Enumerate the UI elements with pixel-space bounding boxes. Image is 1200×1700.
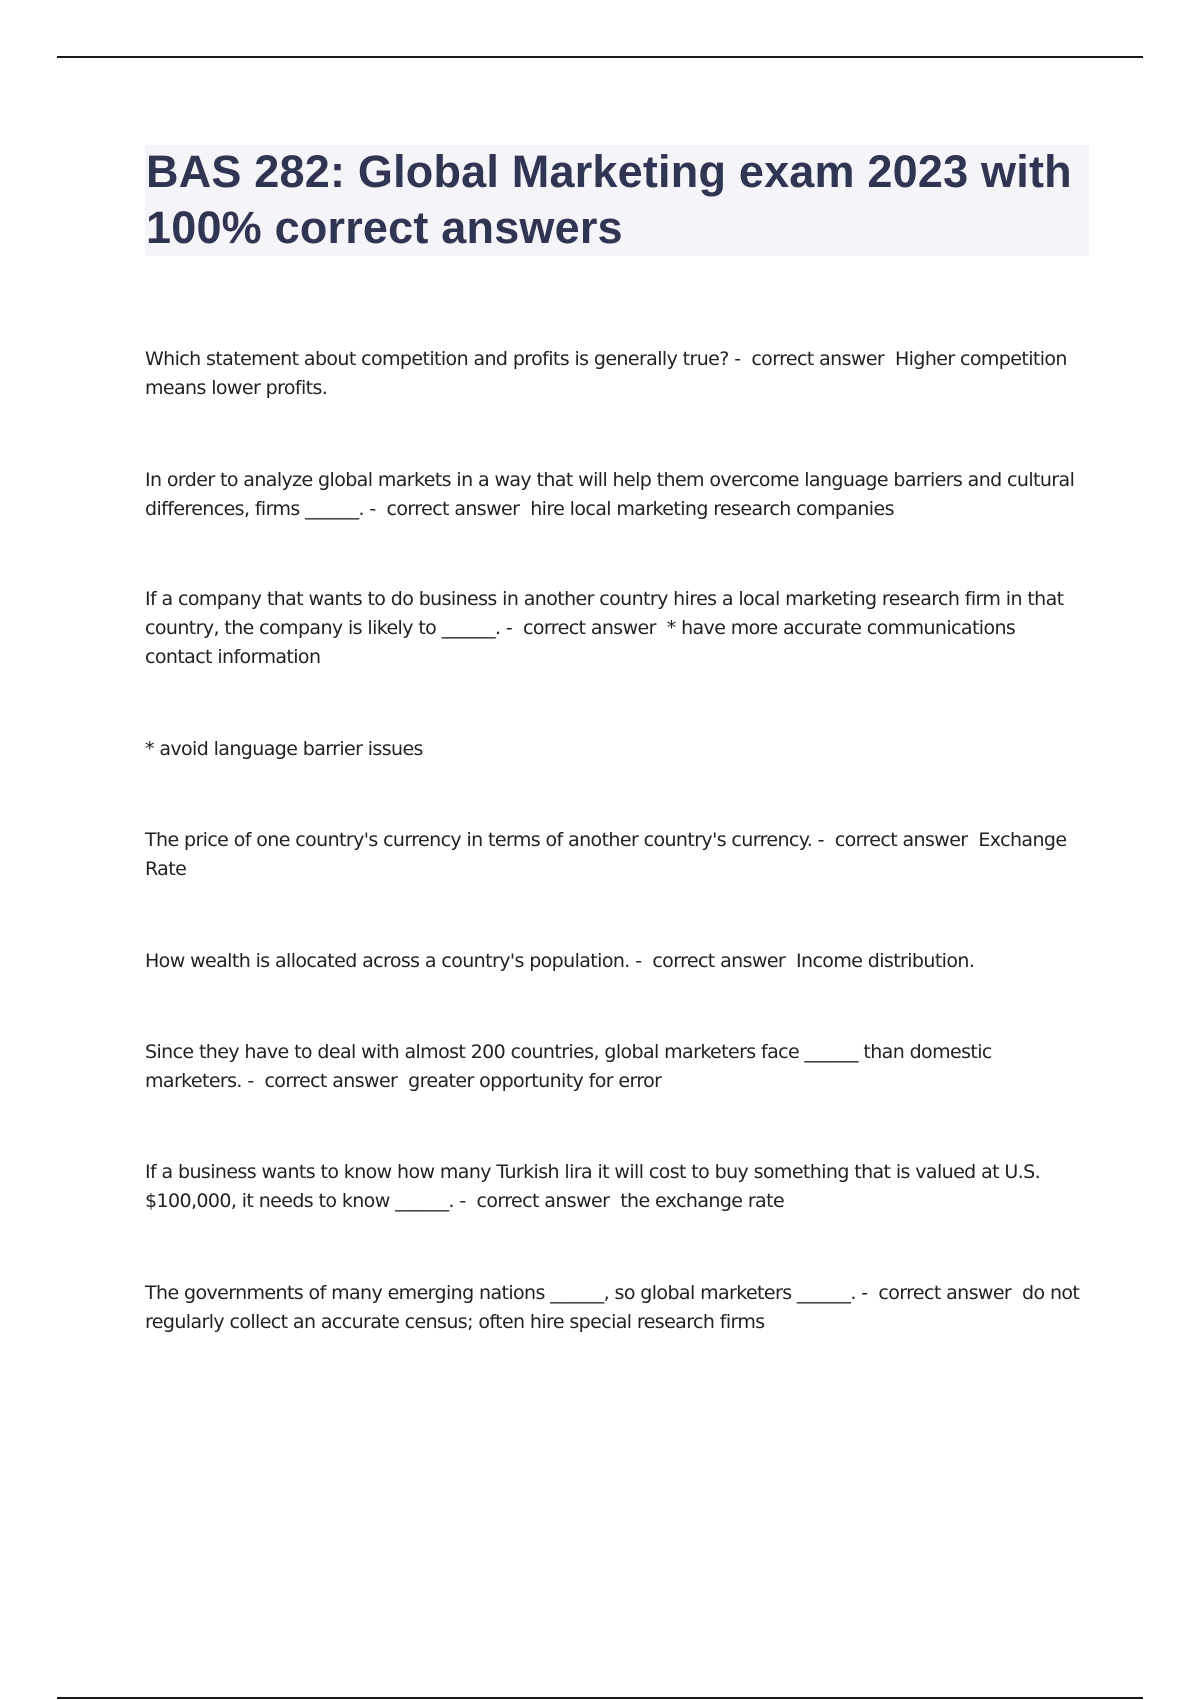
answer-text: Higher competition means lower profits. — [145, 348, 1067, 399]
answer-text: * have more accurate communications contact information — [145, 617, 1016, 668]
answer-separator: - correct answer — [728, 348, 895, 370]
answer-separator: - correct answer — [812, 829, 979, 851]
question-text: How wealth is allocated across a country's population. — [145, 950, 630, 972]
qa-item-1 — [145, 345, 1080, 403]
answer-text: greater opportunity for error — [408, 1070, 662, 1092]
answer-text: do not regularly collect an accurate census; often hire special research firms — [145, 1282, 1080, 1333]
answer-text: * avoid language barrier issues — [145, 738, 423, 760]
question-text: If a business wants to know how many Turkish lira it will cost to buy something that is valued at U.S. $100,000, it needs to know ______. — [145, 1161, 1041, 1212]
qa-item-4 — [145, 826, 1080, 884]
answer-separator: - correct answer — [363, 498, 531, 520]
qa-item-7 — [145, 1158, 1080, 1216]
question-text: Which statement about competition and profits is generally true? — [145, 348, 729, 370]
qa-item-5 — [145, 947, 1080, 976]
answer-text: Income distribution. — [796, 950, 975, 972]
qa-item-6 — [145, 1038, 1080, 1096]
question-text: The price of one country's currency in terms of another country's currency. — [145, 829, 813, 851]
answer-separator: - correct answer — [453, 1190, 621, 1212]
qa-item-3 — [145, 585, 1080, 672]
answer-text: hire local marketing research companies — [530, 498, 894, 520]
qa-item-3-continuation — [145, 735, 1080, 764]
answer-separator: - correct answer — [855, 1282, 1023, 1304]
question-text: The governments of many emerging nations ______, so global marketers ______. — [145, 1282, 856, 1304]
answer-text: Exchange Rate — [145, 829, 1067, 880]
answer-text: the exchange rate — [620, 1190, 785, 1212]
question-text: In order to analyze global markets in a way that will help them overcome language barriers and cultural differences, firms ______. — [145, 469, 1075, 520]
top-divider — [57, 56, 1143, 58]
answer-separator: - correct answer — [629, 950, 796, 972]
qa-item-8 — [145, 1279, 1080, 1337]
question-text: If a company that wants to do business in another country hires a local marketing research firm in that country, the company is likely to ______. — [145, 588, 1064, 639]
answer-separator: - correct answer — [241, 1070, 409, 1092]
document-title: BAS 282: Global Marketing exam 2023 with 100% correct answers — [146, 146, 1072, 253]
answer-separator: - correct answer — [500, 617, 667, 639]
qa-item-2 — [145, 466, 1080, 524]
bottom-divider — [57, 1697, 1143, 1699]
question-text: Since they have to deal with almost 200 countries, global marketers face ______ than domestic marketers. — [145, 1041, 992, 1092]
